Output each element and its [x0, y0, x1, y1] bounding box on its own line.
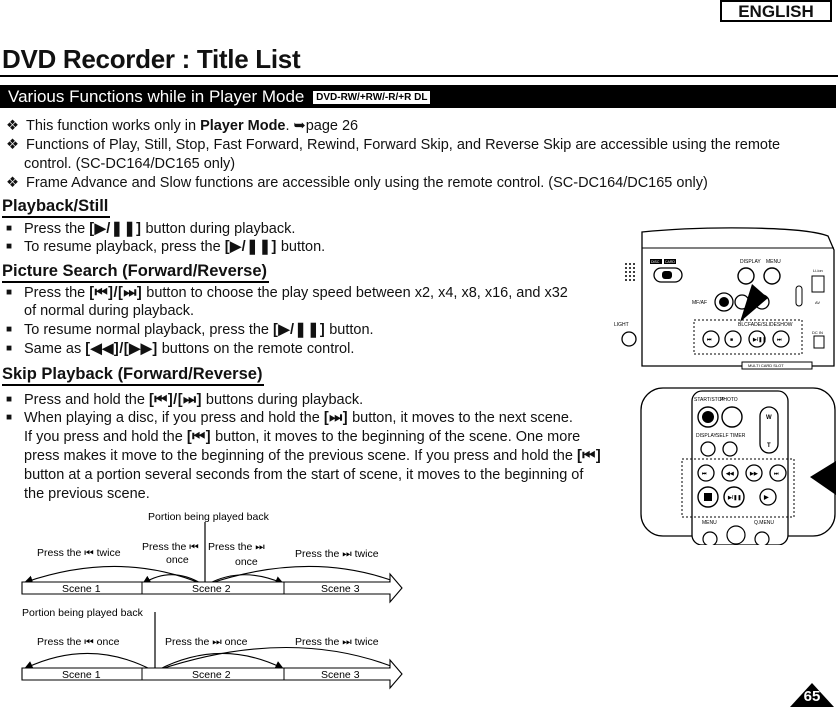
note-item: ❖ Frame Advance and Slow functions are accessible only using the remote control. (SC-DC164/DC165 only)	[6, 175, 708, 191]
title-rule	[0, 75, 838, 77]
page-title: DVD Recorder : Title List	[2, 44, 301, 74]
bullet-item: ■ To resume normal playback, press the [▶/❚❚] button.	[6, 322, 374, 338]
svg-text:▶▶: ▶▶	[750, 471, 758, 477]
top-label-midright-1: Press the ⏭	[208, 541, 265, 553]
scene-skip-diagram	[20, 508, 412, 695]
language-tag: ENGLISH	[720, 0, 832, 22]
bullet-continuation: If you press and hold the [⏮] button, it moves to the beginning of the scene. One more	[24, 429, 581, 445]
photo-button-icon	[722, 407, 742, 427]
display-button-icon	[738, 268, 754, 284]
remote-control-illustration	[640, 387, 836, 550]
note-item: ❖ This function works only in Player Mode. ➥page 26	[6, 118, 359, 134]
menu-remote-label: MENU	[702, 520, 717, 526]
bullet-item: ■ Same as [◀◀]/[▶▶] buttons on the remote control.	[6, 341, 355, 357]
bullet-item: ■ Press the [⏮]/[⏭] button to choose the play speed between x2, x4, x8, x16, and x32	[6, 285, 568, 301]
scene-label: Scene 1	[62, 669, 101, 681]
startstop-label: START/STOP	[694, 397, 725, 403]
page-number: 65	[803, 688, 821, 705]
bullet-item: ■ To resume playback, press the [▶/❚❚] button.	[6, 239, 326, 255]
card-slot-label: MULTI CARD SLOT	[748, 363, 784, 368]
bullet-continuation: of normal during playback.	[24, 303, 195, 319]
portion-label-bottom: Portion being played back	[22, 607, 143, 619]
svg-text:▶/❚❚: ▶/❚❚	[753, 337, 767, 343]
scene-label: Scene 2	[192, 669, 231, 681]
scene-label: Scene 1	[62, 583, 101, 595]
bullet-continuation: the previous scene.	[24, 486, 150, 502]
page-number-badge	[790, 683, 834, 707]
svg-text:◀◀: ◀◀	[726, 471, 734, 477]
light-label: LIGHT	[614, 322, 629, 328]
section-bar	[0, 85, 836, 108]
bullet-continuation: button at a portion several seconds from the start of scene, it moves to the beginning of	[24, 467, 584, 483]
bullet-item: ■ Press and hold the [⏮]/[⏭] buttons during playback.	[6, 392, 364, 408]
fade-label: FADE/SLIDESHOW	[748, 322, 793, 328]
selftimer-label: SELF TIMER	[716, 433, 746, 439]
top-label-midleft-2: once	[166, 554, 189, 566]
svg-text:⏭: ⏭	[777, 337, 782, 343]
section-title: Various Functions while in Player Mode	[8, 87, 305, 106]
display-remote-button-icon	[701, 442, 715, 456]
mfaf-label: MF/AF	[692, 300, 707, 306]
display-remote-label: DISPLAY	[696, 433, 717, 439]
tele-label: T	[767, 443, 771, 449]
note-continuation: control. (SC-DC164/DC165 only)	[24, 156, 236, 172]
display-label: DISPLAY	[740, 259, 761, 265]
scene-label: Scene 3	[321, 583, 360, 595]
heading-playback-still: Playback/Still	[2, 196, 110, 218]
card-label: CARD	[665, 260, 675, 264]
bullet-continuation: press makes it move to the beginning of the previous scene. If you press and hold the [⏮]	[24, 448, 602, 464]
bottom-label-left: Press the ⏮ once	[37, 636, 120, 648]
camcorder-panel-illustration	[612, 226, 838, 386]
bottom-label-mid: Press the ⏭ once	[165, 636, 248, 648]
top-label-midright-2: once	[235, 556, 258, 568]
svg-text:⏮: ⏮	[707, 337, 712, 343]
battery-label: Li-ion	[813, 268, 823, 273]
blc-label: BLC	[738, 322, 748, 328]
av-label: AV	[815, 300, 821, 305]
note-item: ❖ Functions of Play, Still, Stop, Fast Forward, Rewind, Forward Skip, and Reverse Skip are accessible using the remote	[6, 137, 781, 153]
scene-label: Scene 3	[321, 669, 360, 681]
bullet-item: ■ When playing a disc, if you press and hold the [⏭] button, it moves to the next scene.	[6, 410, 573, 426]
svg-text:■: ■	[730, 337, 734, 343]
menu-label: MENU	[766, 259, 781, 265]
disc-type-badge: DVD-RW/+RW/-R/+R DL	[313, 91, 430, 104]
bottom-label-right: Press the ⏭ twice	[295, 636, 379, 648]
dcin-label: DC IN	[812, 330, 823, 335]
portion-label-top: Portion being played back	[148, 511, 269, 523]
heading-skip-playback: Skip Playback (Forward/Reverse)	[2, 364, 264, 386]
heading-picture-search: Picture Search (Forward/Reverse)	[2, 261, 269, 283]
qmenu-label: Q.MENU	[754, 520, 774, 526]
svg-text:▶/❚❚: ▶/❚❚	[728, 495, 742, 501]
menu-button-icon	[764, 268, 780, 284]
svg-text:⏮: ⏮	[702, 471, 707, 477]
bullet-item: ■ Press the [▶/❚❚] button during playback.	[6, 221, 296, 237]
light-button-icon	[622, 332, 636, 346]
top-label-midleft-1: Press the ⏮	[142, 541, 199, 553]
svg-text:▶: ▶	[764, 495, 769, 501]
selftimer-button-icon	[723, 442, 737, 456]
top-label-right: Press the ⏭ twice	[295, 548, 379, 560]
scene-label: Scene 2	[192, 583, 231, 595]
top-label-left: Press the ⏮ twice	[37, 547, 121, 559]
photo-label: PHOTO	[720, 397, 738, 403]
svg-text:⏭: ⏭	[774, 471, 779, 477]
disc-label: DISC	[651, 260, 660, 264]
wide-label: W	[766, 415, 772, 421]
